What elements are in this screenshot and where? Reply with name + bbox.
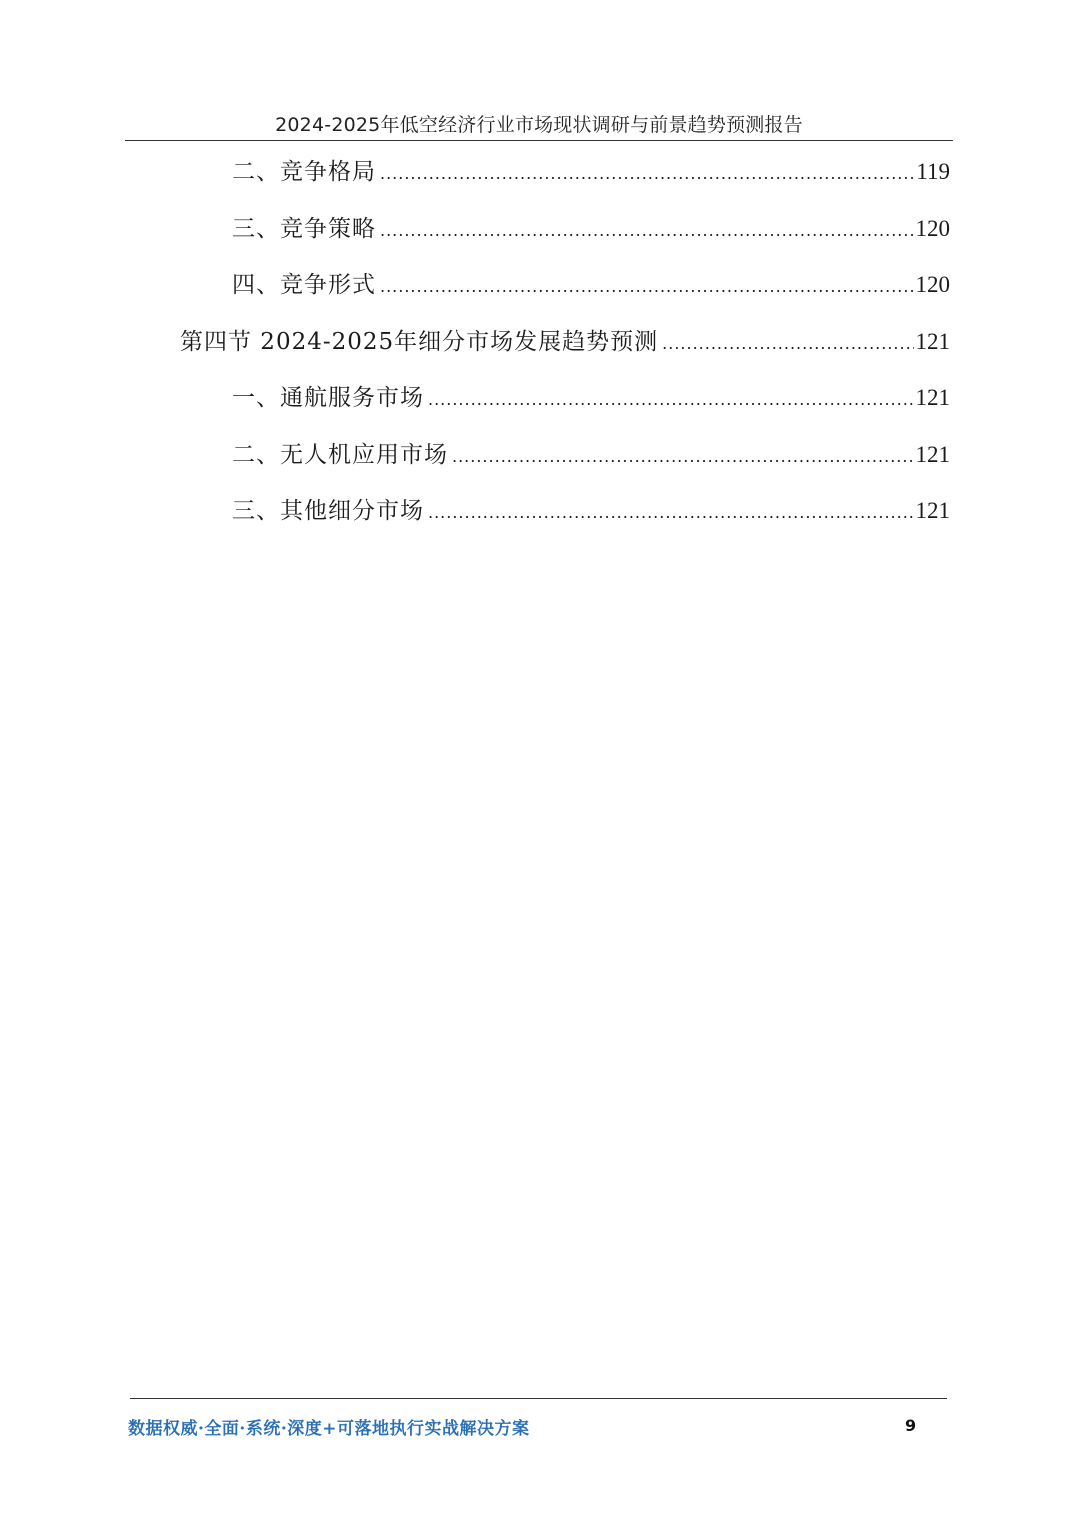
- toc-entry-drone-market[interactable]: [232, 435, 950, 475]
- toc-entry-competition-form[interactable]: [232, 265, 950, 305]
- toc-entry-competition-strategy[interactable]: [232, 209, 950, 249]
- footer-page-number: 9: [905, 1416, 917, 1435]
- toc-entry-section-four[interactable]: [180, 322, 950, 362]
- toc-leader-dots: [380, 211, 914, 251]
- toc-entry-label: 第四节 2024-2025年细分市场发展趋势预测: [180, 329, 659, 355]
- toc-page-number: 120: [915, 216, 950, 241]
- toc-page-number: 121: [915, 385, 950, 410]
- header-divider: [125, 140, 953, 141]
- toc-page-number: 121: [915, 329, 950, 354]
- toc-leader-dots: [380, 267, 914, 307]
- toc-entry-label: 三、其他细分市场: [232, 498, 424, 524]
- toc-page-number: 121: [915, 498, 950, 523]
- toc-entry-competition-pattern[interactable]: [232, 152, 950, 192]
- toc-entry-label: 二、竞争格局: [232, 159, 376, 185]
- toc-leader-dots: [428, 380, 914, 420]
- toc-entry-label: 三、竞争策略: [232, 216, 376, 242]
- toc-entry-other-markets[interactable]: [232, 491, 950, 531]
- toc-leader-dots: [428, 493, 914, 533]
- toc-page-number: 121: [915, 442, 950, 467]
- toc-page-number: 120: [915, 272, 950, 297]
- toc-leader-dots: [662, 324, 913, 364]
- toc-page-number: 119: [916, 159, 950, 184]
- toc-entry-label: 四、竞争形式: [232, 272, 376, 298]
- toc-entry-general-aviation-market[interactable]: [232, 378, 950, 418]
- footer-slogan: 数据权威·全面·系统·深度+可落地执行实战解决方案: [128, 1419, 530, 1439]
- toc-entry-label: 一、通航服务市场: [232, 385, 424, 411]
- toc-leader-dots: [452, 437, 914, 477]
- toc-entry-label: 二、无人机应用市场: [232, 442, 448, 468]
- toc-leader-dots: [380, 154, 914, 194]
- report-title: 2024-2025年低空经济行业市场现状调研与前景趋势预测报告: [275, 114, 803, 136]
- footer-divider: [130, 1398, 947, 1399]
